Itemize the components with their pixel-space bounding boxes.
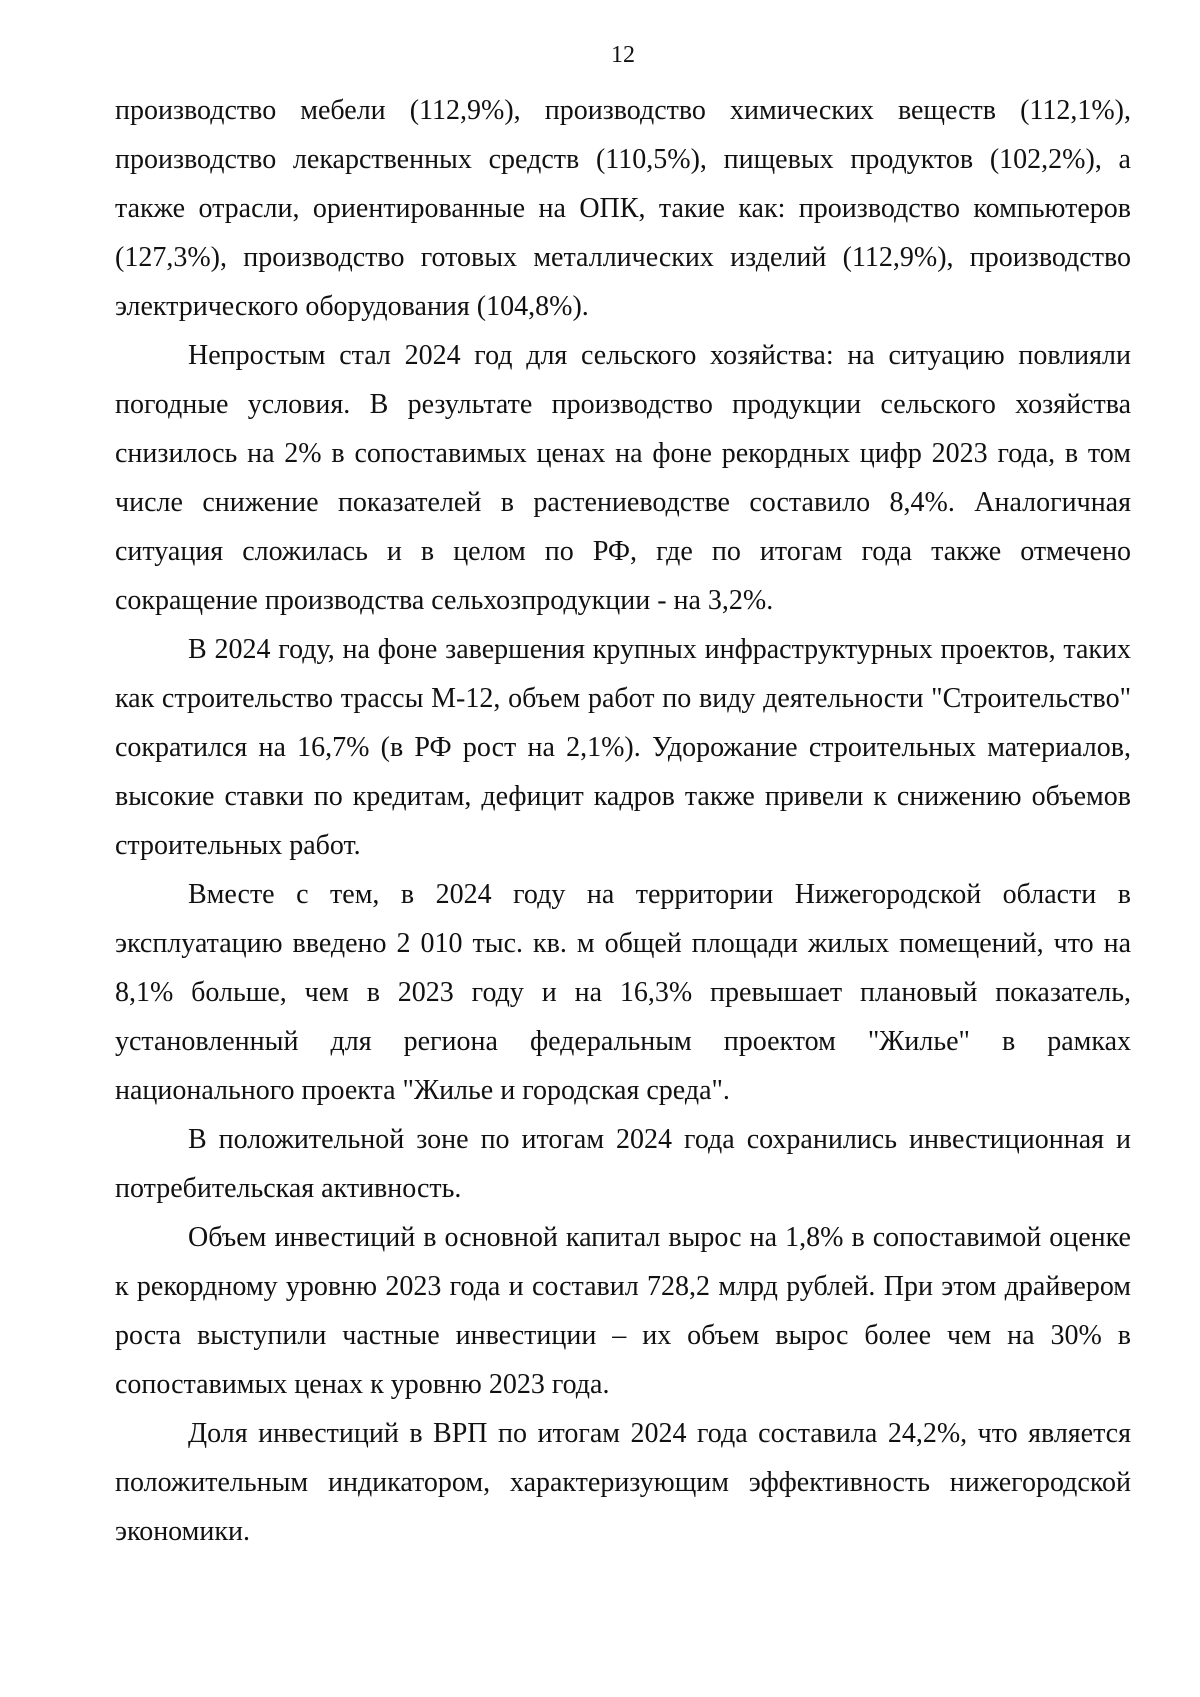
paragraph-industry-continuation: производство мебели (112,9%), производство химических веществ (112,1%), производство лекарственных средств (110,5%), пищевых продуктов (102,2%), а также отрасли, ориентированные на ОПК, такие как: производство компьютеров (127,3%), производство готовых металлических изделий (112,9%), производство электрического оборудования (104,8%). <box>115 95 1131 322</box>
document-body <box>115 86 1131 1556</box>
paragraph-investment-share: Доля инвестиций в ВРП по итогам 2024 года составила 24,2%, что является положительным индикатором, характеризующим эффективность нижегородской экономики. <box>115 1418 1131 1547</box>
paragraph-construction: В 2024 году, на фоне завершения крупных инфраструктурных проектов, таких как строительство трассы М-12, объем работ по виду деятельности "Строительство" сократился на 16,7% (в РФ рост на 2,1%). Удорожание строительных материалов, высокие ставки по кредитам, дефицит кадров также привели к снижению объемов строительных работ. <box>115 634 1131 861</box>
paragraph-investment: Объем инвестиций в основной капитал вырос на 1,8% в сопоставимой оценке к рекордному уровню 2023 года и составил 728,2 млрд рублей. При этом драйвером роста выступили частные инвестиции – их объем вырос более чем на 30% в сопоставимых ценах к уровню 2023 года. <box>115 1222 1131 1400</box>
page-number: 12 <box>611 42 635 68</box>
paragraph-positive-zone: В положительной зоне по итогам 2024 года сохранились инвестиционная и потребительская активность. <box>115 1124 1131 1204</box>
paragraph-agriculture: Непростым стал 2024 год для сельского хозяйства: на ситуацию повлияли погодные условия. В результате производство продукции сельского хозяйства снизилось на 2% в сопоставимых ценах на фоне рекордных цифр 2023 года, в том числе снижение показателей в растениеводстве составило 8,4%. Аналогичная ситуация сложилась и в целом по РФ, где по итогам года также отмечено сокращение производства сельхозпродукции - на 3,2%. <box>115 340 1131 616</box>
paragraph-housing: Вместе с тем, в 2024 году на территории Нижегородской области в эксплуатацию введено 2 010 тыс. кв. м общей площади жилых помещений, что на 8,1% больше, чем в 2023 году и на 16,3% превышает плановый показатель, установленный для региона федеральным проектом "Жилье" в рамках национального проекта "Жилье и городская среда". <box>115 879 1131 1106</box>
